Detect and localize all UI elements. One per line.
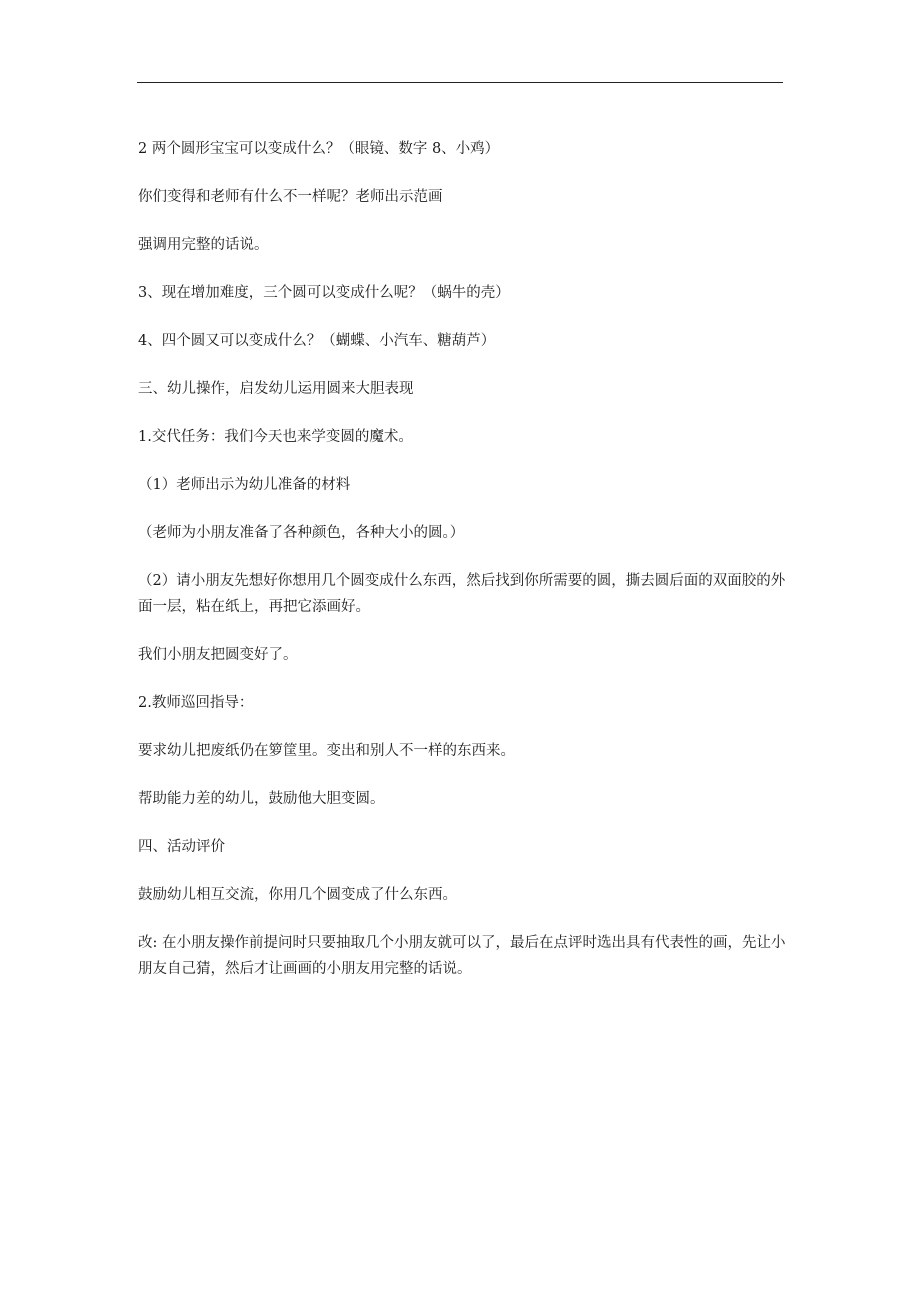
paragraph-14: 帮助能力差的幼儿，鼓励他大胆变圆。 xyxy=(138,791,385,807)
paragraph-13: 要求幼儿把废纸仍在箩筐里。变出和别人不一样的东西来。 xyxy=(138,743,515,759)
section-heading-4: 四、活动评价 xyxy=(138,839,225,855)
paragraph-2: 你们变得和老师有什么不一样呢？老师出示范画 xyxy=(138,189,443,205)
paragraph-12: 2.教师巡回指导： xyxy=(138,695,254,711)
paragraph-1: 2 两个圆形宝宝可以变成什么？（眼镜、数字 8、小鸡） xyxy=(138,141,500,157)
paragraph-10: （2）请小朋友先想好你想用几个圆变成什么东西，然后找到你所需要的圆，撕去圆后面的双面胶的外面一层，粘在纸上，再把它添画好。 xyxy=(138,573,786,615)
header-divider xyxy=(137,82,783,83)
paragraph-7: 1.交代任务：我们今天也来学变圆的魔术。 xyxy=(138,429,413,445)
paragraph-5: 4、四个圆又可以变成什么？（蝴蝶、小汽车、糖葫芦） xyxy=(138,333,496,349)
section-heading-3: 三、幼儿操作，启发幼儿运用圆来大胆表现 xyxy=(138,381,414,397)
paragraph-9: （老师为小朋友准备了各种颜色，各种大小的圆。） xyxy=(138,525,465,541)
paragraph-3: 强调用完整的话说。 xyxy=(138,237,269,253)
revision-note: 改: 在小朋友操作前提问时只要抽取几个小朋友就可以了，最后在点评时选出具有代表性的画，先让小朋友自己猜，然后才让画画的小朋友用完整的话说。 xyxy=(138,935,786,977)
paragraph-11: 我们小朋友把圆变好了。 xyxy=(138,647,298,663)
paragraph-16: 鼓励幼儿相互交流，你用几个圆变成了什么东西。 xyxy=(138,887,457,903)
paragraph-4: 3、现在增加难度，三个圆可以变成什么呢？（蜗牛的壳） xyxy=(138,285,510,301)
document-body xyxy=(138,136,786,1004)
paragraph-8: （1）老师出示为幼儿准备的材料 xyxy=(138,477,351,493)
